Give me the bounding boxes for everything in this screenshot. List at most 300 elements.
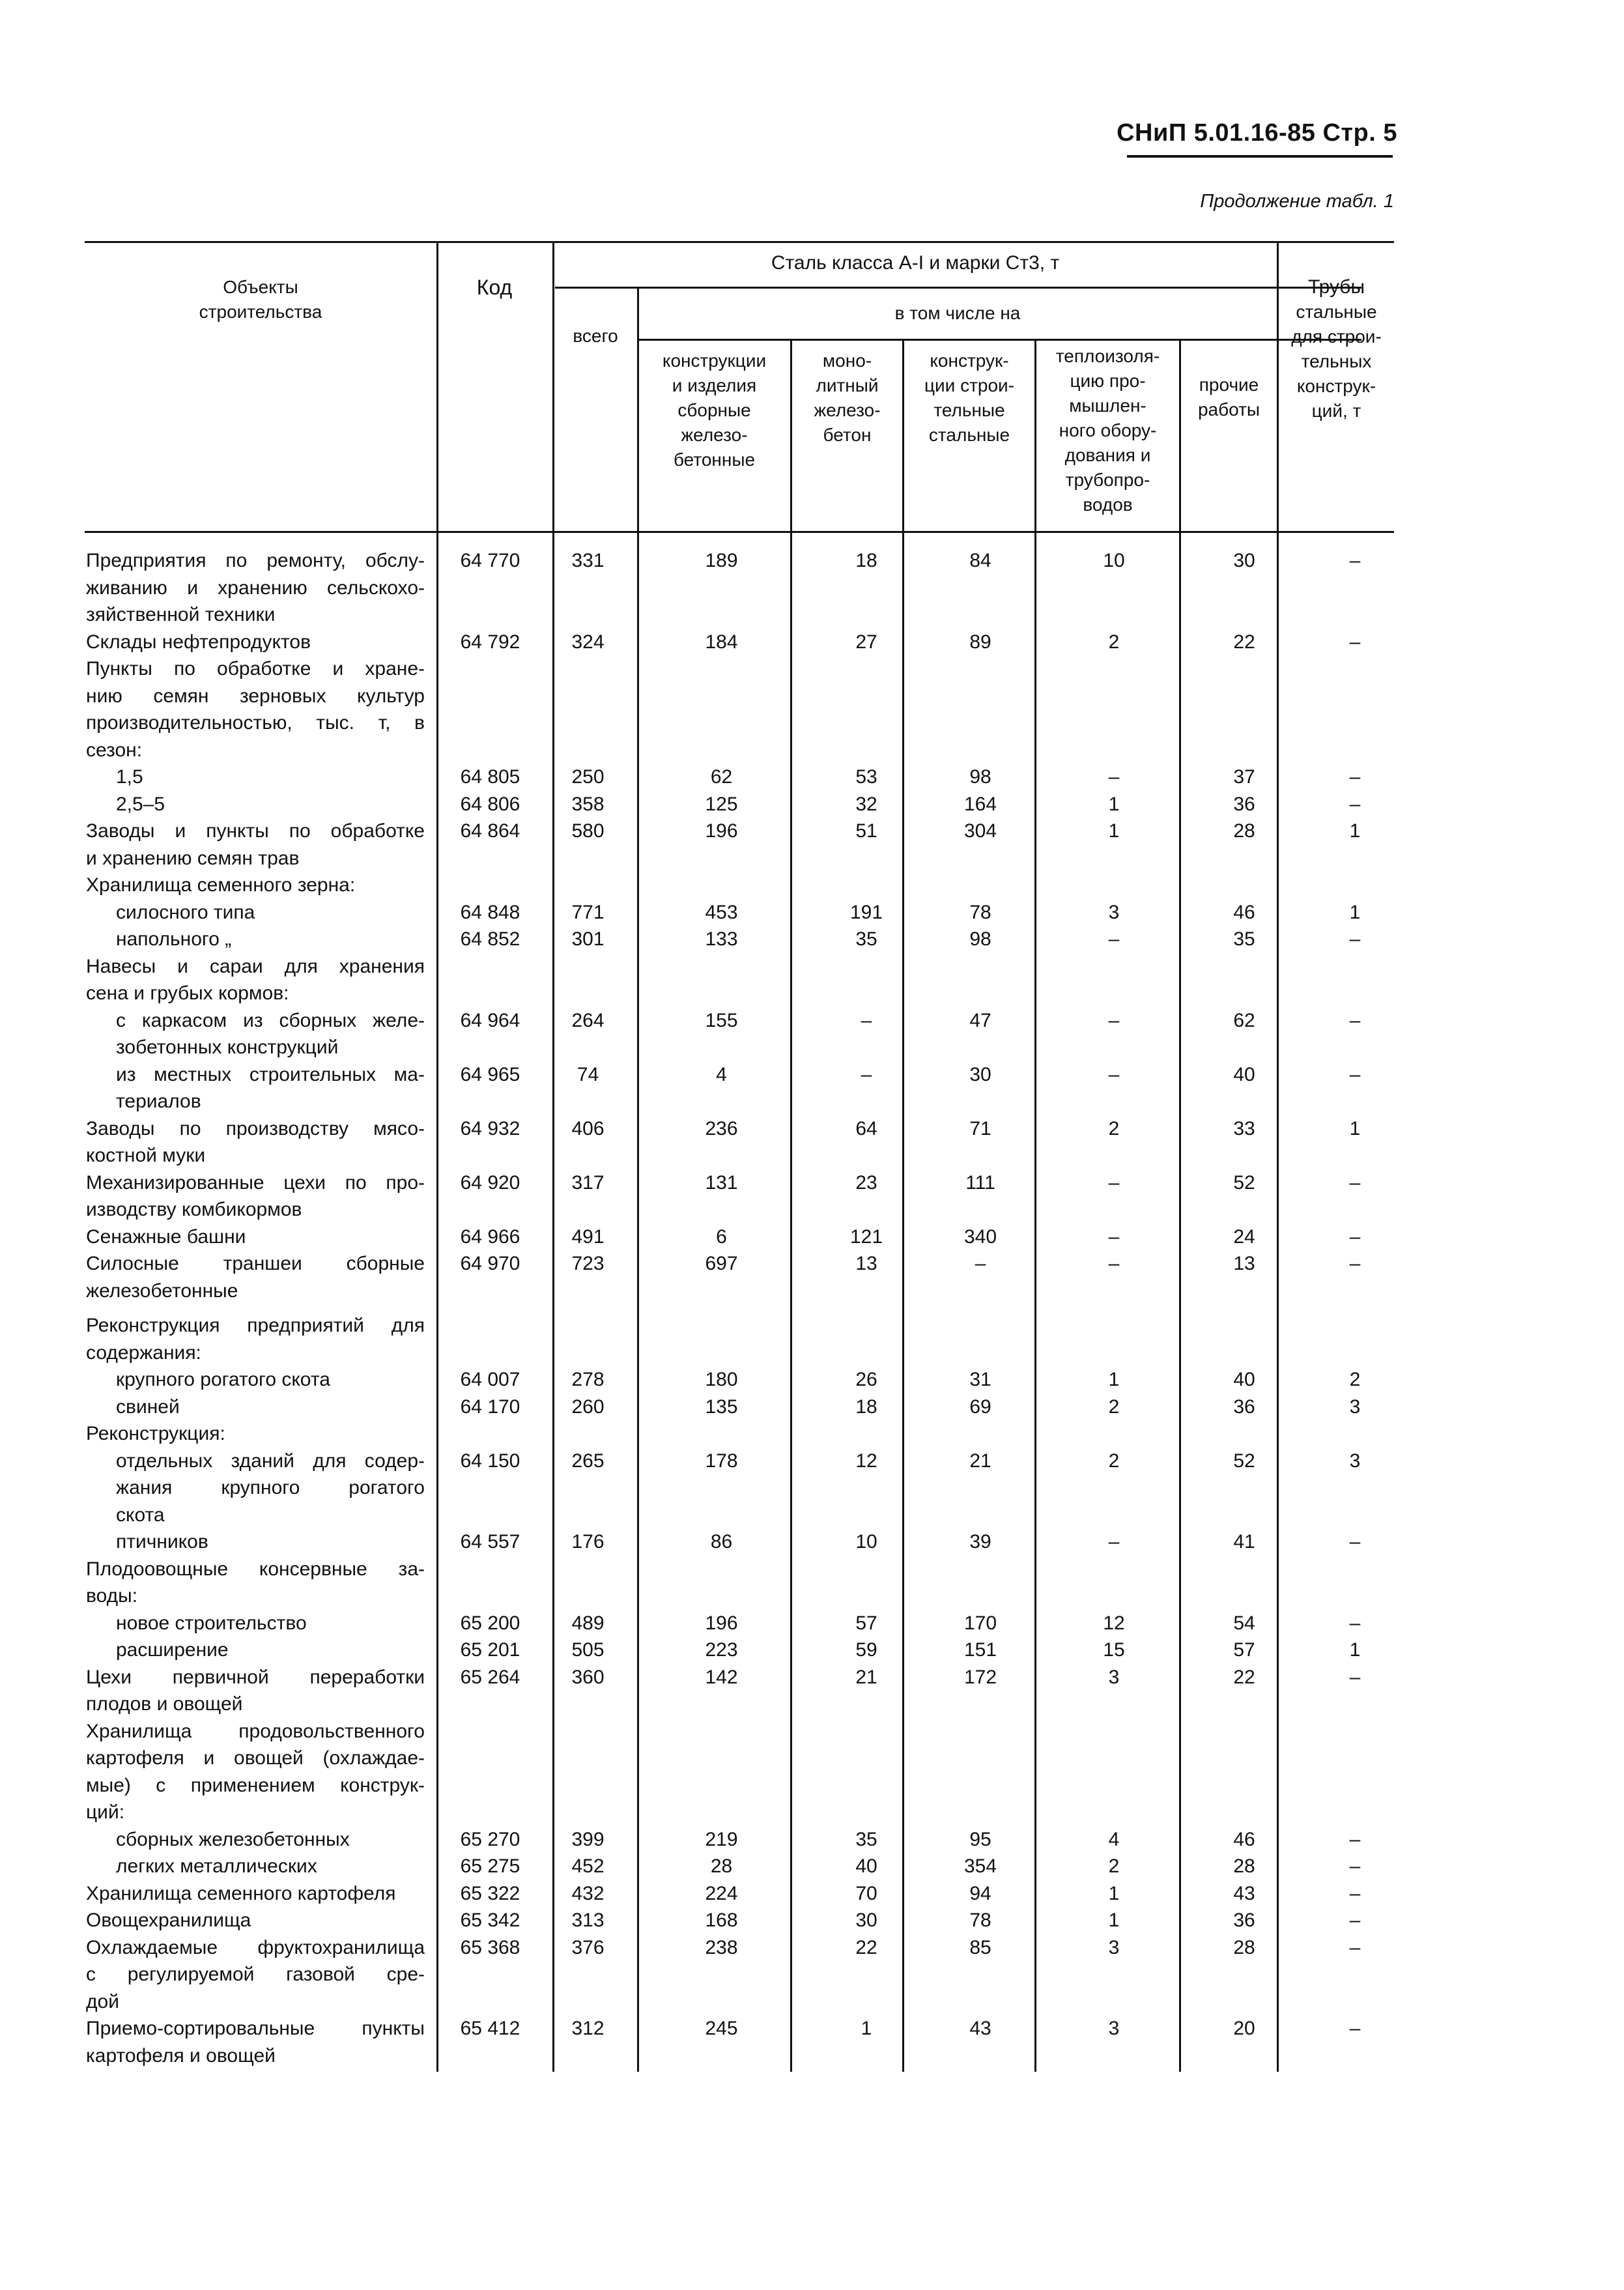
steel-cell: 21 (969, 1450, 991, 1472)
code-cell: 64 848 (460, 901, 520, 923)
col-header-monolith (792, 349, 902, 448)
code-cell: 64 770 (460, 550, 520, 571)
row-object-name-line: Навесы и сараи для хранения (86, 955, 425, 977)
steel-cell: 164 (963, 793, 997, 815)
insulation-cell: 10 (1103, 550, 1125, 571)
steel-cell: 170 (963, 1612, 997, 1634)
pipes-cell: – (1349, 928, 1361, 950)
col-header-pipes-line: конструк- (1296, 376, 1376, 396)
row-object-name-line: Реконструкция: (86, 1423, 225, 1444)
insulation-cell: 3 (1108, 2018, 1120, 2039)
insulation-cell: 3 (1108, 901, 1120, 923)
steel-cell: 151 (963, 1639, 997, 1661)
col-header-prefab-line: конструкции (662, 351, 767, 371)
code-cell: 65 368 (460, 1936, 520, 1958)
prefab-cell: 189 (705, 550, 738, 571)
row-object-name-line: новое строительство (116, 1612, 307, 1634)
row-object-name-line: содержания: (86, 1341, 201, 1364)
total-cell: 250 (571, 766, 605, 788)
pipes-cell: – (1349, 1171, 1361, 1194)
other-cell: 33 (1233, 1117, 1255, 1139)
col-header-insulation-line: водов (1083, 494, 1133, 515)
pipes-cell: 1 (1349, 1639, 1361, 1661)
other-cell: 37 (1233, 766, 1255, 788)
total-cell: 489 (571, 1612, 605, 1634)
row-object-name-line: легких металлических (116, 1855, 317, 1877)
prefab-cell: 223 (705, 1639, 738, 1661)
monolith-cell: 59 (855, 1639, 877, 1661)
total-cell: 313 (571, 1910, 605, 1931)
total-cell: 360 (571, 1666, 605, 1688)
code-cell: 64 964 (460, 1009, 520, 1031)
col-header-pipes-line: ций, т (1311, 401, 1361, 421)
row-object-name-line: силосного типа (116, 901, 255, 923)
row-object-name-line: Предприятия по ремонту, обслу- (86, 550, 425, 571)
monolith-cell: 57 (855, 1612, 877, 1634)
row-object-name (116, 1528, 425, 1556)
prefab-cell: 131 (705, 1171, 738, 1194)
table-top-rule (85, 241, 1394, 243)
col-header-monolith-line: железо- (814, 400, 881, 420)
col-header-steel-line: стальные (928, 425, 1010, 445)
steel-cell: 340 (963, 1225, 997, 1248)
code-cell: 64 966 (460, 1225, 520, 1248)
total-cell: 376 (571, 1936, 605, 1958)
row-object-name-line: железобетонные (86, 1280, 238, 1302)
pipes-cell: 3 (1349, 1395, 1361, 1418)
steel-cell: 43 (969, 2018, 991, 2039)
row-object-name-line: Пункты по обработке и хране- (86, 658, 425, 680)
row-object-name (116, 926, 425, 953)
other-cell: 22 (1233, 631, 1255, 653)
total-cell: 278 (571, 1369, 605, 1390)
insulation-cell: 2 (1108, 1855, 1120, 1877)
row-object-name (86, 1169, 425, 1224)
other-cell: 13 (1233, 1253, 1255, 1274)
row-object-name-line: Плодоовощные консервные за- (86, 1558, 425, 1580)
monolith-cell: 21 (855, 1666, 877, 1688)
insulation-cell: 1 (1108, 1910, 1120, 1931)
row-object-name-line: костной муки (86, 1145, 206, 1166)
other-cell: 36 (1233, 1910, 1255, 1931)
total-cell: 505 (571, 1639, 605, 1661)
row-object-name (86, 629, 425, 656)
monolith-cell: – (861, 1009, 872, 1031)
row-object-name-line: с каркасом из сборных желе- (116, 1009, 425, 1031)
row-object-name (116, 764, 425, 791)
other-cell: 62 (1233, 1009, 1255, 1031)
row-object-name (86, 1250, 425, 1304)
col-header-prefab-line: и изделия (672, 375, 757, 395)
row-object-name-line: и хранению семян трав (86, 847, 300, 869)
pipes-cell: – (1349, 1666, 1361, 1688)
prefab-cell: 196 (705, 1612, 738, 1634)
code-cell: 64 806 (460, 793, 520, 815)
total-cell: 723 (571, 1253, 605, 1274)
row-object-name (116, 1853, 425, 1880)
col-header-pipes-line: Трубы (1307, 276, 1365, 298)
other-cell: 35 (1233, 928, 1255, 950)
row-object-name (116, 1826, 425, 1853)
row-object-name (86, 1420, 425, 1448)
other-cell: 43 (1233, 1882, 1255, 1904)
row-object-name (86, 1907, 425, 1934)
total-cell: 260 (571, 1395, 605, 1418)
monolith-cell: 191 (849, 901, 883, 923)
total-cell: 491 (571, 1225, 605, 1248)
code-cell: 64 007 (460, 1369, 520, 1390)
code-cell: 65 322 (460, 1882, 520, 1904)
monolith-cell: 27 (855, 631, 877, 653)
steel-cell: 98 (969, 928, 991, 950)
monolith-cell: 32 (855, 793, 877, 815)
code-cell: 65 270 (460, 1828, 520, 1850)
steel-cell: 111 (965, 1171, 995, 1194)
row-object-name-line: скота (116, 1504, 165, 1526)
row-object-name (86, 953, 425, 1007)
insulation-cell: 2 (1108, 1395, 1120, 1418)
steel-cell: 69 (969, 1395, 991, 1418)
row-object-name-line: живанию и хранению сельскохо- (86, 577, 425, 599)
prefab-cell: 178 (705, 1450, 738, 1472)
row-object-name-line: с регулируемой газовой сре- (86, 1964, 425, 1985)
prefab-cell: 133 (705, 928, 738, 950)
row-object-name-line: плодов и овощей (86, 1693, 243, 1715)
row-object-name (86, 818, 425, 872)
total-cell: 265 (571, 1450, 605, 1472)
row-object-name (116, 1394, 425, 1421)
row-object-name-line: картофеля и овощей (охлаждае- (86, 1747, 425, 1769)
other-cell: 54 (1233, 1612, 1255, 1634)
row-object-name-line: зяйственной техники (86, 604, 276, 625)
insulation-cell: 12 (1103, 1612, 1125, 1634)
col-header-pipes-line: стальные (1296, 302, 1377, 322)
code-cell: 65 201 (460, 1639, 520, 1661)
row-object-name (116, 1007, 425, 1061)
pipes-cell: – (1349, 1612, 1361, 1634)
insulation-cell: 3 (1108, 1936, 1120, 1958)
row-object-name-line: Сенажные башни (86, 1225, 246, 1248)
col-header-insulation-line: цию про- (1070, 371, 1146, 391)
row-object-name (116, 1061, 425, 1115)
pipes-cell: – (1349, 550, 1361, 571)
monolith-cell: 35 (855, 1828, 877, 1850)
other-cell: 28 (1233, 1936, 1255, 1958)
row-object-name-line: жания крупного рогатого (116, 1477, 425, 1498)
col-header-steel-line: тельные (933, 400, 1005, 420)
pipes-cell: 1 (1349, 901, 1361, 923)
col-header-insulation-line: теплоизоля- (1055, 346, 1160, 366)
row-object-name (116, 791, 425, 818)
code-cell: 64 557 (460, 1531, 520, 1553)
other-cell: 24 (1233, 1225, 1255, 1248)
insulation-cell: – (1108, 1253, 1120, 1274)
row-object-name-line: Механизированные цехи по про- (86, 1171, 425, 1194)
pipes-cell: – (1349, 1936, 1361, 1958)
pipes-cell: – (1349, 1009, 1361, 1031)
row-object-name (86, 655, 425, 764)
row-object-name-line: производительностью, тыс. т, в (86, 712, 425, 734)
other-cell: 41 (1233, 1531, 1255, 1553)
row-object-name-line: птичников (116, 1531, 208, 1553)
col-header-other-line: работы (1197, 399, 1261, 420)
other-cell: 52 (1233, 1450, 1255, 1472)
other-cell: 28 (1233, 820, 1255, 842)
row-object-name-line: 1,5 (116, 766, 143, 788)
total-cell: 176 (571, 1531, 605, 1553)
col-header-insulation-line: дования и (1064, 445, 1151, 465)
prefab-cell: 245 (705, 2018, 738, 2039)
row-object-name-line: сезон: (86, 739, 143, 761)
code-cell: 65 412 (460, 2018, 520, 2039)
row-object-name-line: сена и грубых кормов: (86, 982, 289, 1004)
col-header-insulation-line: ного обору- (1059, 420, 1157, 440)
row-object-name-line: свиней (116, 1395, 180, 1418)
prefab-cell: 62 (710, 766, 733, 788)
row-object-name (86, 1115, 425, 1169)
row-object-name-line: расширение (116, 1639, 229, 1661)
total-cell: 452 (571, 1855, 605, 1877)
row-object-name-line: Силосные траншеи сборные (86, 1253, 425, 1274)
row-object-name-line: дой (86, 1990, 119, 2012)
monolith-cell: 51 (855, 820, 877, 842)
steel-cell: 31 (969, 1369, 991, 1390)
code-cell: 64 920 (460, 1171, 520, 1194)
total-cell: 301 (571, 928, 605, 950)
steel-cell: 78 (969, 901, 991, 923)
row-object-name (86, 547, 425, 629)
total-cell: 331 (571, 550, 605, 571)
col-header-objects (85, 275, 436, 324)
row-object-name-line: напольного „ (116, 928, 232, 950)
monolith-cell: 13 (855, 1253, 877, 1274)
header-sub-rule-types (638, 339, 1361, 341)
row-object-name-line: Реконструкция предприятий для (86, 1315, 425, 1336)
steel-cell: 304 (963, 820, 997, 842)
row-object-name (86, 872, 425, 899)
col-header-monolith-line: моно- (822, 351, 872, 371)
insulation-cell: 1 (1108, 1882, 1120, 1904)
steel-cell: 354 (963, 1855, 997, 1877)
row-object-name-line: крупного рогатого скота (116, 1369, 330, 1390)
prefab-cell: 28 (710, 1855, 733, 1877)
total-cell: 264 (571, 1009, 605, 1031)
row-object-name-line: сборных железобетонных (116, 1828, 350, 1850)
prefab-cell: 86 (710, 1531, 733, 1553)
insulation-cell: – (1108, 1225, 1120, 1248)
document-header-title: СНиП 5.01.16-85 Стр. 5 (1117, 119, 1397, 147)
row-object-name (116, 1637, 425, 1664)
pipes-cell: – (1349, 1063, 1361, 1085)
monolith-cell: 18 (855, 1395, 877, 1418)
row-object-name (86, 1224, 425, 1251)
other-cell: 30 (1233, 550, 1255, 571)
col-rule-monolith (790, 339, 792, 2072)
col-header-monolith-line: литный (816, 375, 879, 395)
insulation-cell: – (1108, 1063, 1120, 1085)
header-rule (1127, 155, 1393, 158)
monolith-cell: 18 (855, 550, 877, 571)
pipes-cell: – (1349, 631, 1361, 653)
code-cell: 64 792 (460, 631, 520, 653)
pipes-cell: 2 (1349, 1369, 1361, 1390)
insulation-cell: 1 (1108, 820, 1120, 842)
col-header-including: в том числе на (894, 303, 1021, 323)
code-cell: 64 932 (460, 1117, 520, 1139)
row-object-name-line: Хранилища продовольственного (86, 1720, 425, 1742)
row-object-name-line: отдельных зданий для содер- (116, 1450, 425, 1472)
row-object-name (86, 2015, 425, 2069)
steel-cell: 84 (969, 550, 991, 571)
monolith-cell: 121 (849, 1225, 883, 1248)
total-cell: 399 (571, 1828, 605, 1850)
monolith-cell: 35 (855, 928, 877, 950)
prefab-cell: 184 (705, 631, 738, 653)
other-cell: 22 (1233, 1666, 1255, 1688)
prefab-cell: 168 (705, 1910, 738, 1931)
pipes-cell: – (1349, 2018, 1361, 2039)
row-object-name-line: зобетонных конструкций (116, 1037, 339, 1058)
code-cell: 64 170 (460, 1395, 520, 1418)
code-cell: 65 264 (460, 1666, 520, 1688)
other-cell: 46 (1233, 1828, 1255, 1850)
table-continuation-note: Продолжение табл. 1 (1200, 191, 1394, 212)
row-object-name (116, 1448, 425, 1529)
pipes-cell: – (1349, 766, 1361, 788)
row-object-name (116, 1366, 425, 1394)
pipes-cell: 1 (1349, 820, 1361, 842)
other-cell: 36 (1233, 793, 1255, 815)
steel-cell: 98 (969, 766, 991, 788)
monolith-cell: 1 (861, 2018, 872, 2039)
col-header-insulation (1036, 344, 1179, 517)
prefab-cell: 180 (705, 1369, 738, 1390)
insulation-cell: 1 (1108, 1369, 1120, 1390)
col-header-code: Код (476, 276, 513, 299)
row-object-name-line: Хранилища семенного картофеля (86, 1882, 396, 1904)
col-header-pipes-line: для строи- (1291, 326, 1382, 347)
row-object-name-line: териалов (116, 1091, 201, 1112)
prefab-cell: 4 (716, 1063, 727, 1085)
steel-cell: 89 (969, 631, 991, 653)
insulation-cell: – (1108, 766, 1120, 788)
col-header-other-line: прочие (1199, 375, 1259, 395)
col-header-objects-line: строительства (199, 302, 322, 322)
col-header-prefab-line: железо- (681, 425, 748, 445)
col-header-steel-structures (904, 349, 1034, 448)
other-cell: 57 (1233, 1639, 1255, 1661)
prefab-cell: 236 (705, 1117, 738, 1139)
col-header-monolith-line: бетон (823, 425, 872, 445)
monolith-cell: 23 (855, 1171, 877, 1194)
prefab-cell: 155 (705, 1009, 738, 1031)
monolith-cell: 40 (855, 1855, 877, 1877)
row-object-name (86, 1556, 425, 1610)
prefab-cell: 453 (705, 901, 738, 923)
steel-cell: 47 (969, 1009, 991, 1031)
row-object-name-line: Заводы по производству мясо- (86, 1117, 425, 1139)
code-cell: 65 342 (460, 1910, 520, 1931)
monolith-cell: 10 (855, 1531, 877, 1553)
total-cell: 771 (571, 901, 605, 923)
steel-cell: 95 (969, 1828, 991, 1850)
row-object-name (86, 1312, 425, 1366)
other-cell: 28 (1233, 1855, 1255, 1877)
code-cell: 65 275 (460, 1855, 520, 1877)
pipes-cell: – (1349, 1910, 1361, 1931)
pipes-cell: 1 (1349, 1117, 1361, 1139)
col-header-pipes-line: тельных (1301, 351, 1372, 371)
steel-cell: 71 (969, 1117, 991, 1139)
prefab-cell: 125 (705, 793, 738, 815)
col-header-objects-line: Объекты (223, 277, 298, 297)
col-header-insulation-line: трубопро- (1065, 470, 1150, 490)
col-header-steel-group: Сталь класса A-I и марки Ст3, т (771, 252, 1060, 274)
col-header-steel-line: ции строи- (924, 375, 1015, 395)
monolith-cell: 22 (855, 1936, 877, 1958)
steel-cell: 39 (969, 1531, 991, 1553)
row-object-name-line: мые) с применением конструк- (86, 1774, 425, 1796)
other-cell: 40 (1233, 1369, 1255, 1390)
monolith-cell: 12 (855, 1450, 877, 1472)
code-cell: 64 852 (460, 928, 520, 950)
pipes-cell: – (1349, 793, 1361, 815)
insulation-cell: 4 (1108, 1828, 1120, 1850)
insulation-cell: 1 (1108, 793, 1120, 815)
monolith-cell: – (861, 1063, 872, 1085)
insulation-cell: 2 (1108, 1117, 1120, 1139)
row-object-name (86, 1934, 425, 2016)
code-cell: 64 965 (460, 1063, 520, 1085)
pipes-cell: – (1349, 1531, 1361, 1553)
prefab-cell: 238 (705, 1936, 738, 1958)
steel-cell: 172 (963, 1666, 997, 1688)
row-object-name-line: Овощехранилища (86, 1910, 251, 1931)
pipes-cell: 3 (1349, 1450, 1361, 1472)
col-header-total: всего (573, 326, 618, 346)
monolith-cell: 30 (855, 1910, 877, 1931)
row-object-name-line: нию семян зерновых культур (86, 685, 425, 707)
pipes-cell: – (1349, 1253, 1361, 1274)
row-object-name-line: Заводы и пункты по обработке (86, 820, 425, 842)
insulation-cell: – (1108, 1171, 1120, 1194)
total-cell: 358 (571, 793, 605, 815)
code-cell: 64 805 (460, 766, 520, 788)
steel-cell: 94 (969, 1882, 991, 1904)
steel-cell: 78 (969, 1910, 991, 1931)
row-object-name-line: Цехи первичной переработки (86, 1666, 425, 1688)
col-header-prefab-line: бетонные (673, 450, 756, 470)
row-object-name-line: картофеля и овощей (86, 2044, 276, 2067)
col-rule-code (436, 241, 438, 2072)
prefab-cell: 196 (705, 820, 738, 842)
row-object-name-line: Хранилища семенного зерна: (86, 874, 356, 896)
prefab-cell: 6 (716, 1225, 727, 1248)
col-rule-insulation (1034, 339, 1036, 2072)
insulation-cell: 15 (1103, 1639, 1125, 1661)
col-rule-total (552, 241, 554, 2072)
row-object-name-line: изводству комбикормов (86, 1199, 302, 1220)
code-cell: 65 200 (460, 1612, 520, 1634)
insulation-cell: – (1108, 1009, 1120, 1031)
row-object-name (116, 1610, 425, 1637)
other-cell: 36 (1233, 1395, 1255, 1418)
other-cell: 46 (1233, 901, 1255, 923)
header-sub-rule-including (555, 287, 1361, 289)
total-cell: 317 (571, 1171, 605, 1194)
col-rule-prefab (637, 287, 639, 2072)
pipes-cell: – (1349, 1828, 1361, 1850)
